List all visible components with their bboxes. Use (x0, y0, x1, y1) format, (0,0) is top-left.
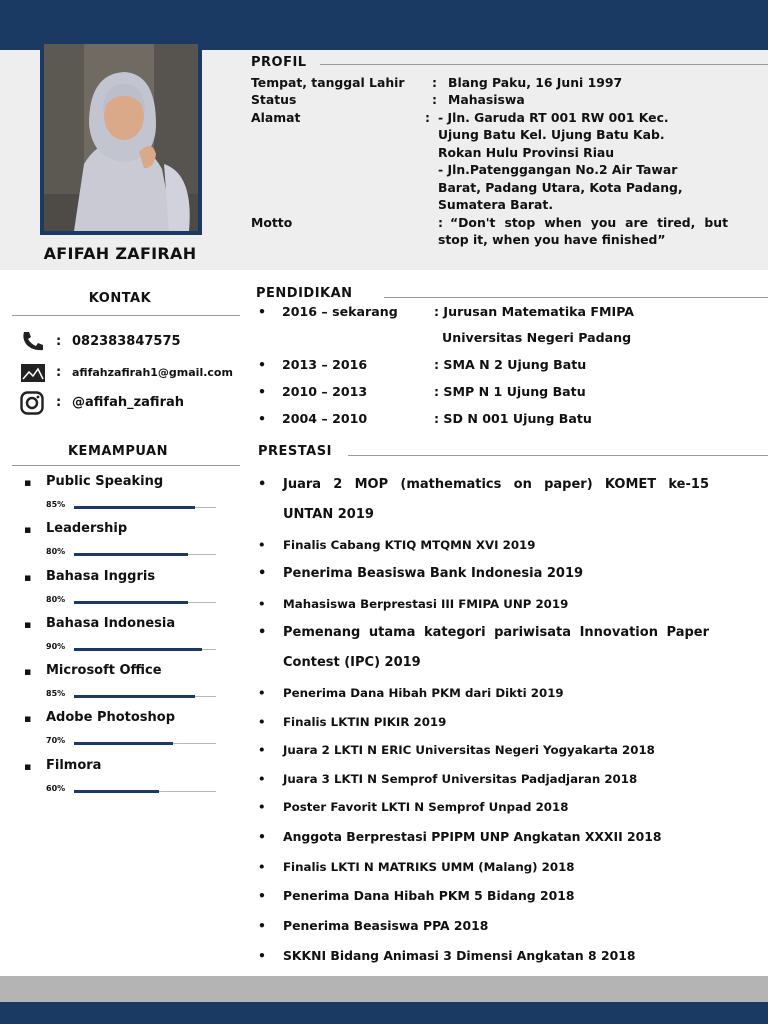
education-bullet: • (258, 357, 267, 372)
profile-colon-motto: : (438, 215, 443, 230)
photo-illustration (44, 44, 198, 231)
achievement-text: Poster Favorit LKTI N Semprof Unpad 2018 (283, 800, 569, 814)
skill-bar-fill (74, 790, 159, 793)
achievement-item: • Finalis LKTI N MATRIKS UMM (Malang) 2018 (258, 860, 718, 880)
achievement-item: • Finalis Cabang KTIQ MTQMN XVI 2019 (258, 538, 718, 558)
phone-icon (20, 330, 46, 352)
achievement-item: • Juara 2 MOP (mathematics on paper) KOMET ke-15 (258, 477, 709, 492)
achievement-item-cont (258, 655, 718, 675)
achievement-text: Juara 2 LKTI N ERIC Universitas Negeri Yogyakarta 2018 (283, 743, 655, 757)
achievement-text: Finalis LKTIN PIKIR 2019 (283, 715, 447, 729)
skill-bar-track (74, 554, 216, 555)
education-school-cont: Universitas Negeri Padang (442, 330, 632, 345)
achievement-item: • Mahasiswa Berprestasi III FMIPA UNP 2019 (258, 597, 718, 617)
education-school: : Jurusan Matematika FMIPA (434, 304, 635, 319)
skill-bar-fill (74, 553, 188, 556)
achievement-text: Finalis Cabang KTIQ MTQMN XVI 2019 (283, 538, 536, 552)
education-school: : SD N 001 Ujung Batu (434, 411, 592, 426)
profile-colon-status: : (432, 92, 437, 107)
profile-heading-rule (320, 64, 768, 65)
achievement-item: • Pemenang utama kategori pariwisata Innovation Paper (258, 625, 709, 640)
profile-address-line: Barat, Padang Utara, Kota Padang, (438, 180, 683, 195)
achievement-item: • Juara 3 LKTI N Semprof Universitas Padjadjaran 2018 (258, 772, 718, 792)
skill-bar-fill (74, 601, 188, 604)
full-name: AFIFAH ZAFIRAH (43, 244, 197, 263)
education-bullet: • (258, 384, 267, 399)
achievement-text: Penerima Beasiswa Bank Indonesia 2019 (283, 566, 584, 581)
profile-address-line: Rokan Hulu Provinsi Riau (438, 145, 615, 160)
achievement-text: SKKNI Bidang Animasi 3 Dimensi Angkatan 8 2018 (283, 948, 636, 963)
skill-percent: 85% (46, 500, 66, 509)
achievement-item: • Penerima Dana Hibah PKM 5 Bidang 2018 (258, 888, 718, 908)
skill-name: Bahasa Indonesia (46, 616, 176, 631)
skill-name: Bahasa Inggris (46, 569, 156, 584)
achievements-heading: PRESTASI (258, 444, 332, 459)
profile-colon-birth: : (432, 75, 437, 90)
skill-name: Leadership (46, 521, 128, 536)
achievement-text: Contest (IPC) 2019 (283, 655, 421, 670)
profile-motto-line: “Don't stop when you are tired, but (450, 215, 728, 230)
achievement-item: • Finalis LKTIN PIKIR 2019 (258, 715, 718, 735)
skill-name: Filmora (46, 758, 102, 773)
education-heading: PENDIDIKAN (256, 286, 353, 301)
contact-heading-rule (12, 315, 240, 316)
profile-motto-line: stop it, when you have finished” (438, 232, 666, 247)
skill-bar-fill (74, 695, 195, 698)
skill-bar-track (74, 649, 216, 650)
footer-navy-bar (0, 1002, 768, 1024)
education-bullet: • (258, 304, 267, 319)
instagram-handle: @afifah_zafirah (72, 395, 185, 410)
instagram-icon (20, 391, 44, 415)
mail-icon (20, 363, 46, 383)
skill-bar-fill (74, 648, 202, 651)
skills-heading: KEMAMPUAN (67, 444, 168, 459)
achievement-item: • Penerima Beasiswa PPA 2018 (258, 918, 718, 938)
skills-heading-rule (12, 465, 240, 466)
achievement-text: Finalis LKTI N MATRIKS UMM (Malang) 2018 (283, 860, 575, 874)
phone-colon: : (56, 334, 62, 349)
profile-photo (40, 40, 202, 235)
skill-bullet: ▪ (24, 476, 32, 489)
instagram-colon: : (56, 395, 62, 410)
profile-value-birth: Blang Paku, 16 Juni 1997 (448, 75, 623, 90)
skill-name: Adobe Photoshop (46, 710, 176, 725)
achievement-text: Anggota Berprestasi PPIPM UNP Angkatan XXXII 2018 (283, 829, 662, 844)
skill-bar-track (74, 743, 216, 744)
footer-gray-band (0, 976, 768, 1002)
achievement-text: Mahasiswa Berprestasi III FMIPA UNP 2019 (283, 597, 569, 611)
skill-percent: 90% (46, 642, 66, 651)
achievement-text: Juara 2 MOP (mathematics on paper) KOMET ke-15 (283, 477, 709, 492)
achievement-item-cont (258, 507, 718, 527)
education-years: 2016 – sekarang (282, 304, 398, 319)
profile-colon-address: : (425, 110, 430, 125)
achievement-item: • Poster Favorit LKTI N Semprof Unpad 2018 (258, 800, 718, 820)
skill-bullet: ▪ (24, 760, 32, 773)
education-school: : SMP N 1 Ujung Batu (434, 384, 586, 399)
education-heading-rule (384, 297, 768, 298)
achievement-item: • Anggota Berprestasi PPIPM UNP Angkatan XXXII 2018 (258, 829, 718, 849)
skill-bullet: ▪ (24, 618, 32, 631)
skill-bar-track (74, 791, 216, 792)
profile-label-address: Alamat (251, 110, 301, 125)
achievement-text: Juara 3 LKTI N Semprof Universitas Padjadjaran 2018 (283, 772, 638, 786)
skill-bar-track (74, 507, 216, 508)
skill-bar-track (74, 602, 216, 603)
skill-percent: 70% (46, 736, 66, 745)
education-bullet: • (258, 411, 267, 426)
skill-percent: 80% (46, 547, 66, 556)
skill-percent: 85% (46, 689, 66, 698)
achievement-text: Penerima Dana Hibah PKM 5 Bidang 2018 (283, 888, 575, 903)
skill-percent: 60% (46, 784, 66, 793)
profile-label-motto: Motto (251, 215, 293, 230)
skill-name: Microsoft Office (46, 663, 162, 678)
achievement-item: • SKKNI Bidang Animasi 3 Dimensi Angkatan 8 2018 (258, 948, 718, 968)
achievement-item: • Penerima Beasiswa Bank Indonesia 2019 (258, 566, 718, 586)
education-years: 2004 – 2010 (282, 411, 368, 426)
education-years: 2010 – 2013 (282, 384, 368, 399)
skill-bar-fill (74, 506, 195, 509)
profile-label-birth: Tempat, tanggal Lahir (251, 75, 405, 90)
achievement-text: UNTAN 2019 (283, 507, 374, 522)
achievement-text: Penerima Beasiswa PPA 2018 (283, 918, 489, 933)
skill-bullet: ▪ (24, 712, 32, 725)
profile-address-line: Ujung Batu Kel. Ujung Batu Kab. (438, 127, 665, 142)
email-address: afifahzafirah1@gmail.com (72, 366, 233, 379)
achievement-item: • Penerima Dana Hibah PKM dari Dikti 2019 (258, 686, 718, 706)
profile-value-status: Mahasiswa (448, 92, 525, 107)
skill-bullet: ▪ (24, 523, 32, 536)
skill-bullet: ▪ (24, 665, 32, 678)
skill-bar-track (74, 696, 216, 697)
achievement-text: Pemenang utama kategori pariwisata Innovation Paper (283, 625, 709, 640)
achievements-heading-rule (348, 455, 768, 456)
contact-heading: KONTAK (88, 291, 152, 306)
skill-bullet: ▪ (24, 571, 32, 584)
profile-heading: PROFIL (251, 55, 307, 70)
education-school: : SMA N 2 Ujung Batu (434, 357, 587, 372)
skill-percent: 80% (46, 595, 66, 604)
skill-name: Public Speaking (46, 474, 164, 489)
achievement-item: • Juara 2 LKTI N ERIC Universitas Negeri Yogyakarta 2018 (258, 743, 718, 763)
phone-number: 082383847575 (72, 334, 181, 349)
achievement-text: Penerima Dana Hibah PKM dari Dikti 2019 (283, 686, 564, 700)
skill-bar-fill (74, 742, 173, 745)
profile-label-status: Status (251, 92, 297, 107)
email-colon: : (56, 365, 62, 380)
profile-address-line: Sumatera Barat. (438, 197, 554, 212)
profile-address-line: - Jln.Patenggangan No.2 Air Tawar (438, 162, 678, 177)
profile-address-line: - Jln. Garuda RT 001 RW 001 Kec. (438, 110, 669, 125)
education-years: 2013 – 2016 (282, 357, 368, 372)
